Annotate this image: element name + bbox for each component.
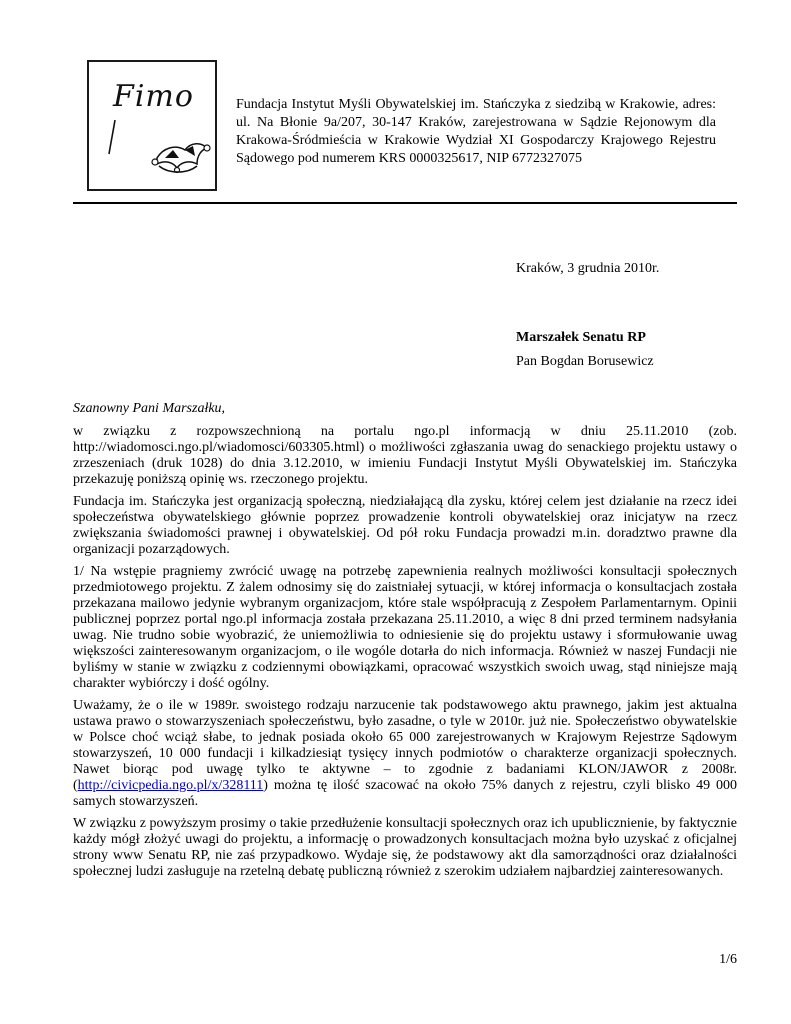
- paragraph: 1/ Na wstępie pragniemy zwrócić uwagę na potrzebę zapewnienia realnych możliwości konsultacji społecznych przedmiotowego projektu. Z żalem odnosimy się do zaistniałej sytuacji, w której informacja o konsultacjach została przekazana mailowo jedynie wybranym organizacjom, które stale współpracują z Zespołem Parlamentarnym. Opinii publicznej poprzez portal ngo.pl informacja została przekazana 25.11.2010, a więc 8 dni przed terminem nadsyłania uwag. Nie trudno sobie wyobrazić, że uniemożliwia to odniesienie się do projektu ustawy i sformułowanie uwag większości zainteresowanym organizacjom, o ile wogóle dotarła do nich informacja. Również w naszej Fundacji nie byliśmy w stanie w związku z codziennymi obowiązkami, opracować wszystkich swoich uwag, stąd niniejsze mają charakter wybiórczy i dość ogólny.: [73, 564, 737, 691]
- paragraph: W związku z powyższym prosimy o takie przedłużenie konsultacji społecznych oraz ich upublicznienie, by faktycznie każdy mógł złożyć uwagi do projektu, a informację o prowadzonych konsultacjach można było uzyskać z oficjalnej strony www Senatu RP, nie zaś przypadkowo. Wydaje się, że podstawowy akt dla samorządności oraz działalności społecznej ludzi zasługuje na rzetelną debatę publiczną również z szerokim udziałem najbardziej zainteresowanych.: [73, 816, 737, 879]
- paragraph-text: ) można tę ilość szacować na około 75% danych z rejestru, czyli blisko 49 000 samych stowarzyszeń.: [73, 778, 737, 809]
- foundation-logo: [87, 60, 217, 191]
- letter-body: [73, 424, 737, 886]
- logo-wordmark: Fimo: [113, 79, 194, 114]
- paragraph: [73, 698, 737, 810]
- page-number: 1/6: [719, 952, 737, 967]
- paragraph: w związku z rozpowszechnioną na portalu ngo.pl informacją w dniu 25.11.2010 (zob. http://wiadomosci.ngo.pl/wiadomosci/603305.html) o możliwości zgłaszania uwag do senackiego projektu ustawy o zrzeszeniach (druk 1028) do dnia 3.12.2010, w imieniu Fundacji Instytut Myśli Obywatelskiej im. Stańczyka przekazuję poniższą opinię ws. rzeczonego projektu.: [73, 424, 737, 487]
- salutation: Szanowny Pani Marszałku,: [73, 401, 226, 416]
- recipient-name: Pan Bogdan Borusewicz: [516, 354, 654, 369]
- foundation-info: Fundacja Instytut Myśli Obywatelskiej im. Stańczyka z siedzibą w Krakowie, adres: ul. Na Błonie 9a/207, 30-147 Kraków, zarejestrowana w Sądzie Rejonowym dla Krakowa-Śródmieścia w Krakowie Wydział XI Gospodarczy Krajowego Rejestru Sądowego pod numerem KRS 0000325617, NIP 6772327075: [236, 97, 716, 166]
- paragraph: Fundacja im. Stańczyka jest organizacją społeczną, niedziałającą dla zysku, której celem jest działanie na rzecz idei społeczeństwa obywatelskiego głównie poprzez prowadzenie kontroli obywatelskiej oraz inicjatyw na rzecz zwiększania świadomości prawnej i obywatelskiej. Od pół roku Fundacja prowadzi m.in. doradztwo prawne dla organizacji pozarządowych.: [73, 494, 737, 557]
- letter-date: Kraków, 3 grudnia 2010r.: [516, 261, 660, 276]
- recipient-title: Marszałek Senatu RP: [516, 330, 646, 345]
- civicpedia-link[interactable]: http://civicpedia.ngo.pl/x/328111: [77, 778, 264, 793]
- header-divider: [73, 202, 737, 204]
- paragraph-text: Uważamy, że o ile w 1989r. swoistego rodzaju narzucenie tak podstawowego aktu prawnego, jakim jest aktualna ustawa prawo o stowarzyszeniach społeczeństwu, było zasadne, o tyle w 2010r. już nie. Społeczeństwo obywatelskie w Polsce choć wciąż słabe, to jednak posiada około 65 000 zarejestrowanych w Krajowym Rejestrze Sądowym stowarzyszeń, 10 000 fundacji i kilkadziesiąt tysięcy innych podmiotów o charakterze organizacji społecznych. Nawet biorąc pod uwagę tylko te aktywne – to zgodnie z badaniami KLON/JAWOR z 2008r. (: [73, 698, 737, 793]
